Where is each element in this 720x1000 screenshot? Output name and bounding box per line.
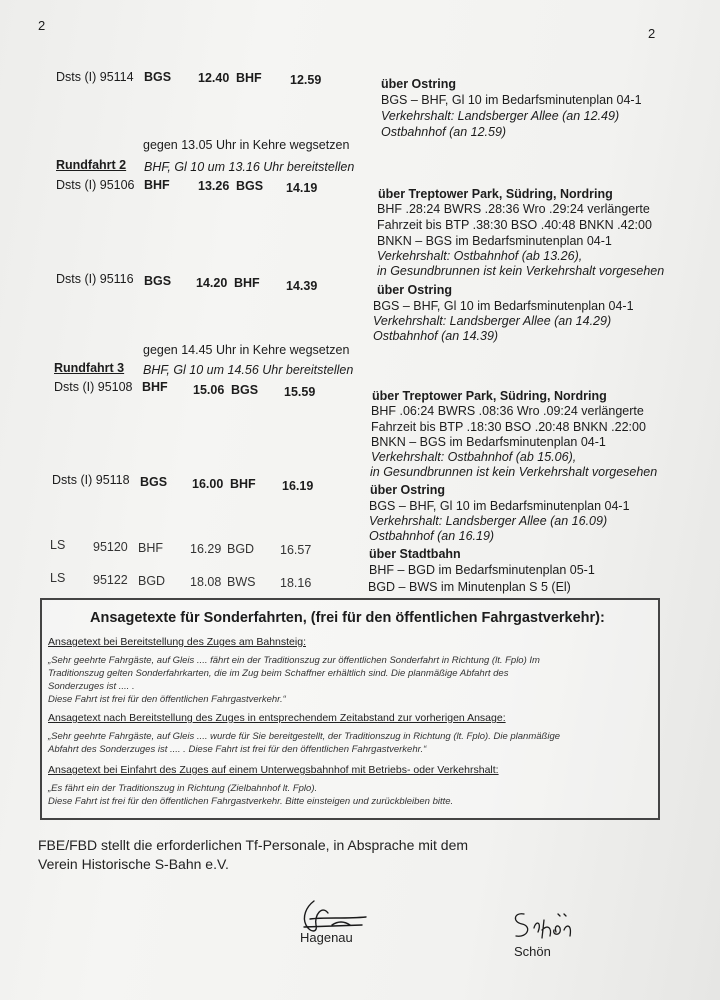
announcement-line: „Es fährt ein der Traditionszug in Richtung (Zielbahnhof lt. Fplo).: [48, 783, 318, 794]
trip-route: über Ostring: [370, 483, 446, 497]
trip-dep: 18.08: [190, 575, 222, 589]
announcement-line: „Sehr geehrte Fahrgäste, auf Gleis .... wurde für Sie bereitgestellt, der Traditionszug in Richtung (lt. Fplo). Die planmäßige: [48, 731, 561, 742]
trip-dep: 16.29: [190, 542, 222, 556]
round-trip-provide: BHF, Gl 10 um 14.56 Uhr bereitstellen: [143, 363, 354, 377]
trip-route: über Treptower Park, Südring, Nordring: [372, 389, 607, 403]
announcement-line: Abfahrt des Sonderzuges ist .... . Diese Fahrt ist frei für den öffentlichen Fahrgastverkehr.“: [48, 744, 427, 755]
signature-name: Hagenau: [300, 930, 353, 945]
trip-dep: 15.06: [193, 383, 225, 397]
trip-arr: 14.19: [286, 181, 318, 195]
announcement-line: Sonderzuges ist .... .: [48, 681, 135, 692]
trip-note: BGD – BWS im Minutenplan S 5 (El): [368, 580, 571, 594]
trip-from: BGS: [144, 70, 172, 84]
trip-from: BGS: [140, 475, 168, 489]
turnaround-text: gegen 13.05 Uhr in Kehre wegsetzen: [143, 138, 350, 152]
trip-to: BHF: [236, 71, 262, 85]
announcement-line: Diese Fahrt ist frei für den öffentlichen Fahrgastverkehr. Bitte einsteigen und zurückbleiben bitte.: [48, 796, 454, 807]
trip-from: BHF: [144, 178, 170, 192]
trip-to: BGS: [231, 383, 259, 397]
turnaround-text: gegen 14.45 Uhr in Kehre wegsetzen: [143, 343, 350, 357]
signature-schoen-scribble: [508, 906, 588, 946]
announcement-text: [48, 730, 560, 756]
trip-arr: 14.39: [286, 279, 318, 293]
trip-id: Dsts (I) 95118: [52, 473, 130, 487]
trip-note: BGS – BHF, Gl 10 im Bedarfsminutenplan 04-1: [373, 299, 634, 313]
trip-from: BGS: [144, 274, 172, 288]
trip-note: Verkehrshalt: Landsberger Allee (an 12.49): [381, 109, 620, 123]
trip-from: BHF: [142, 380, 168, 394]
trip-id: Dsts (I) 95106: [56, 178, 135, 192]
footer-note: [38, 836, 468, 874]
trip-id: Dsts (I) 95108: [54, 380, 133, 394]
trip-arr: 16.19: [282, 479, 314, 493]
trip-note: Fahrzeit bis BTP .18:30 BSO .20:48 BNKN .22:00: [371, 420, 646, 434]
trip-id: LS: [50, 571, 66, 585]
round-trip-provide: BHF, Gl 10 um 13.16 Uhr bereitstellen: [144, 160, 355, 174]
announcement-box: [40, 598, 660, 820]
trip-dep: 13.26: [198, 179, 230, 193]
announcement-text: [48, 654, 540, 706]
trip-id: LS: [50, 538, 66, 552]
trip-note: BNKN – BGS im Bedarfsminutenplan 04-1: [377, 234, 612, 248]
trip-from: BGD: [138, 574, 166, 588]
trip-to: BGS: [236, 179, 264, 193]
trip-note: Fahrzeit bis BTP .38:30 BSO .40:48 BNKN .42:00: [377, 218, 652, 232]
announcement-text: [48, 782, 453, 808]
footer-line: Verein Historische S-Bahn e.V.: [38, 856, 229, 872]
footer-line: FBE/FBD stellt die erforderlichen Tf-Personale, in Absprache mit dem: [38, 837, 469, 853]
trip-arr: 12.59: [290, 73, 322, 87]
trip-route: über Treptower Park, Südring, Nordring: [378, 187, 613, 201]
trip-note: Ostbahnhof (an 16.19): [369, 529, 495, 543]
trip-note: Verkehrshalt: Landsberger Allee (an 14.29): [373, 314, 612, 328]
trip-dep: 12.40: [198, 71, 230, 85]
trip-id: Dsts (I) 95116: [56, 272, 134, 286]
trip-note: BGS – BHF, Gl 10 im Bedarfsminutenplan 04-1: [369, 499, 630, 513]
trip-note: in Gesundbrunnen ist kein Verkehrshalt vorgesehen: [377, 264, 665, 278]
page-number-left: 2: [38, 18, 46, 33]
announcement-line: „Sehr geehrte Fahrgäste, auf Gleis .... fährt ein der Traditionszug zur öffentlichen Sonderfahrt in Richtung (lt. Fplo) Im: [48, 655, 540, 666]
trip-num: 95120: [93, 540, 128, 554]
signature-name: Schön: [514, 944, 551, 959]
trip-route: über Ostring: [381, 77, 457, 91]
trip-arr: 18.16: [280, 576, 312, 590]
announcement-line: Traditionszug gelten Sonderfahrkarten, die im Zug beim Schaffner erhältlich sind. Die planmäßige Abfahrt des: [48, 668, 509, 679]
announcement-line: Diese Fahrt ist frei für den öffentlichen Fahrgastverkehr.“: [48, 694, 286, 705]
trip-note: BNKN – BGS im Bedarfsminutenplan 04-1: [371, 435, 606, 449]
announcement-title: Ansagetexte für Sonderfahrten, (frei für den öffentlichen Fahrgastverkehr):: [90, 610, 605, 626]
trip-to: BHF: [234, 276, 260, 290]
trip-note: Ostbahnhof (an 12.59): [381, 125, 507, 139]
trip-arr: 15.59: [284, 385, 316, 399]
round-trip-label: Rundfahrt 3: [54, 361, 125, 375]
trip-note: BHF .28:24 BWRS .28:36 Wro .29:24 verlängerte: [377, 202, 650, 216]
trip-from: BHF: [138, 541, 163, 555]
trip-note: BHF – BGD im Bedarfsminutenplan 05-1: [369, 563, 595, 577]
announcement-heading: Ansagetext bei Einfahrt des Zuges auf einem Unterwegsbahnhof mit Betriebs- oder Verkehrshalt:: [48, 764, 499, 776]
trip-num: 95122: [93, 573, 128, 587]
page-number-right: 2: [648, 26, 656, 41]
trip-dep: 14.20: [196, 276, 228, 290]
trip-note: BGS – BHF, Gl 10 im Bedarfsminutenplan 04-1: [381, 93, 642, 107]
announcement-heading: Ansagetext bei Bereitstellung des Zuges am Bahnsteig:: [48, 636, 306, 648]
trip-to: BGD: [227, 542, 255, 556]
trip-to: BWS: [227, 575, 256, 589]
trip-note: Ostbahnhof (an 14.39): [373, 329, 499, 343]
trip-note: Verkehrshalt: Ostbahnhof (ab 13.26),: [377, 249, 583, 263]
trip-note: in Gesundbrunnen ist kein Verkehrshalt vorgesehen: [370, 465, 658, 479]
trip-to: BHF: [230, 477, 256, 491]
announcement-heading: Ansagetext nach Bereitstellung des Zuges in entsprechendem Zeitabstand zur vorherigen Ansage:: [48, 712, 506, 724]
trip-note: BHF .06:24 BWRS .08:36 Wro .09:24 verlängerte: [371, 404, 644, 418]
trip-note: Verkehrshalt: Ostbahnhof (ab 15.06),: [371, 450, 577, 464]
round-trip-label: Rundfahrt 2: [56, 158, 127, 172]
trip-route: über Stadtbahn: [369, 547, 461, 561]
trip-dep: 16.00: [192, 477, 224, 491]
trip-route: über Ostring: [377, 283, 453, 297]
trip-id: Dsts (I) 95114: [56, 70, 134, 84]
trip-arr: 16.57: [280, 543, 312, 557]
trip-note: Verkehrshalt: Landsberger Allee (an 16.09): [369, 514, 608, 528]
